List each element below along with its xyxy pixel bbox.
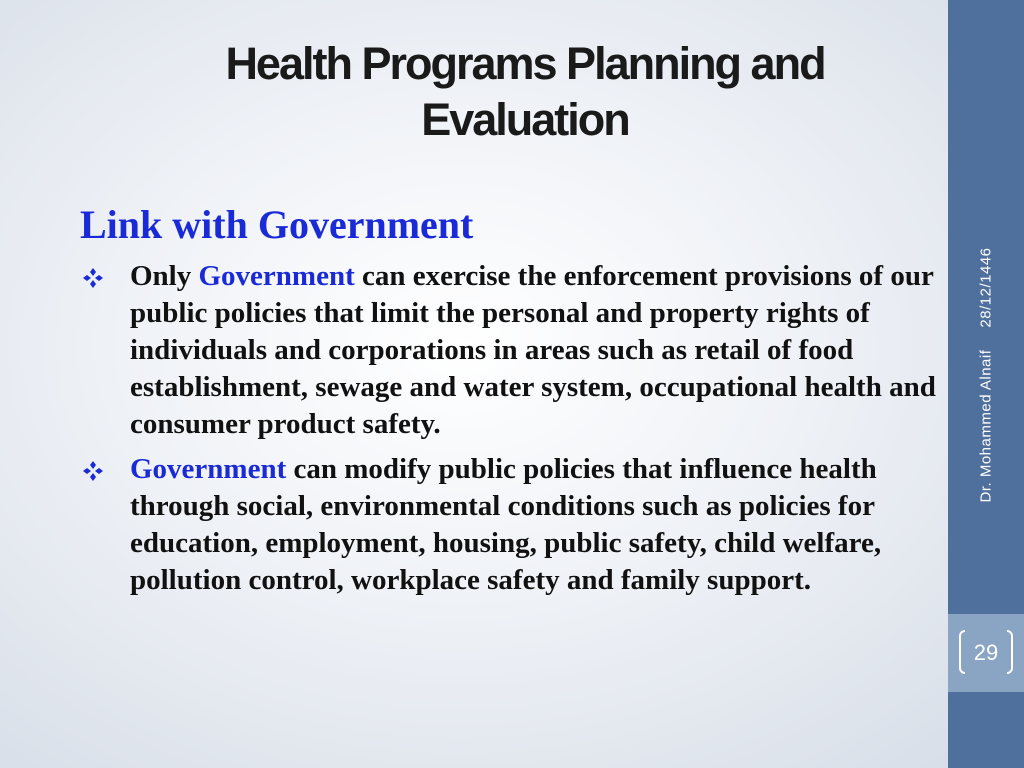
slide-subtitle: Link with Government — [80, 202, 474, 247]
bullet-list — [80, 258, 940, 607]
slide-title-line-1: Health Programs Planning and — [225, 38, 825, 89]
four-diamond-bullet-icon — [82, 460, 104, 482]
sidebar-footer-text — [978, 248, 995, 503]
bullet-2-highlight: Government — [130, 453, 287, 485]
bullet-1-text: can exercise the enforcement provisions of our public policies that limit the personal and property rights of individuals and corporations in areas such as retail of food establishment, sewage and water system, occupational health and consumer product safety. — [130, 260, 936, 440]
author-name: Dr. Mohammed Alnaif — [977, 349, 995, 503]
four-diamond-bullet-icon — [82, 267, 104, 289]
page-number: 29 — [973, 640, 999, 665]
bullet-2-text: can modify public policies that influence health through social, environmental conditions such as policies for education, employment, housing, public safety, child welfare, pollution control, workplace safety and family support. — [130, 453, 882, 596]
slide-date: 28/12/1446 — [977, 247, 995, 328]
bullet-1-prefix: Only — [130, 260, 199, 292]
bullet-item-1 — [80, 258, 940, 443]
slide-title — [130, 36, 920, 148]
page-number-box — [948, 614, 1024, 692]
slide-title-line-2: Evaluation — [421, 94, 629, 145]
bullet-item-2 — [80, 451, 940, 599]
bullet-1-highlight: Government — [198, 260, 355, 292]
